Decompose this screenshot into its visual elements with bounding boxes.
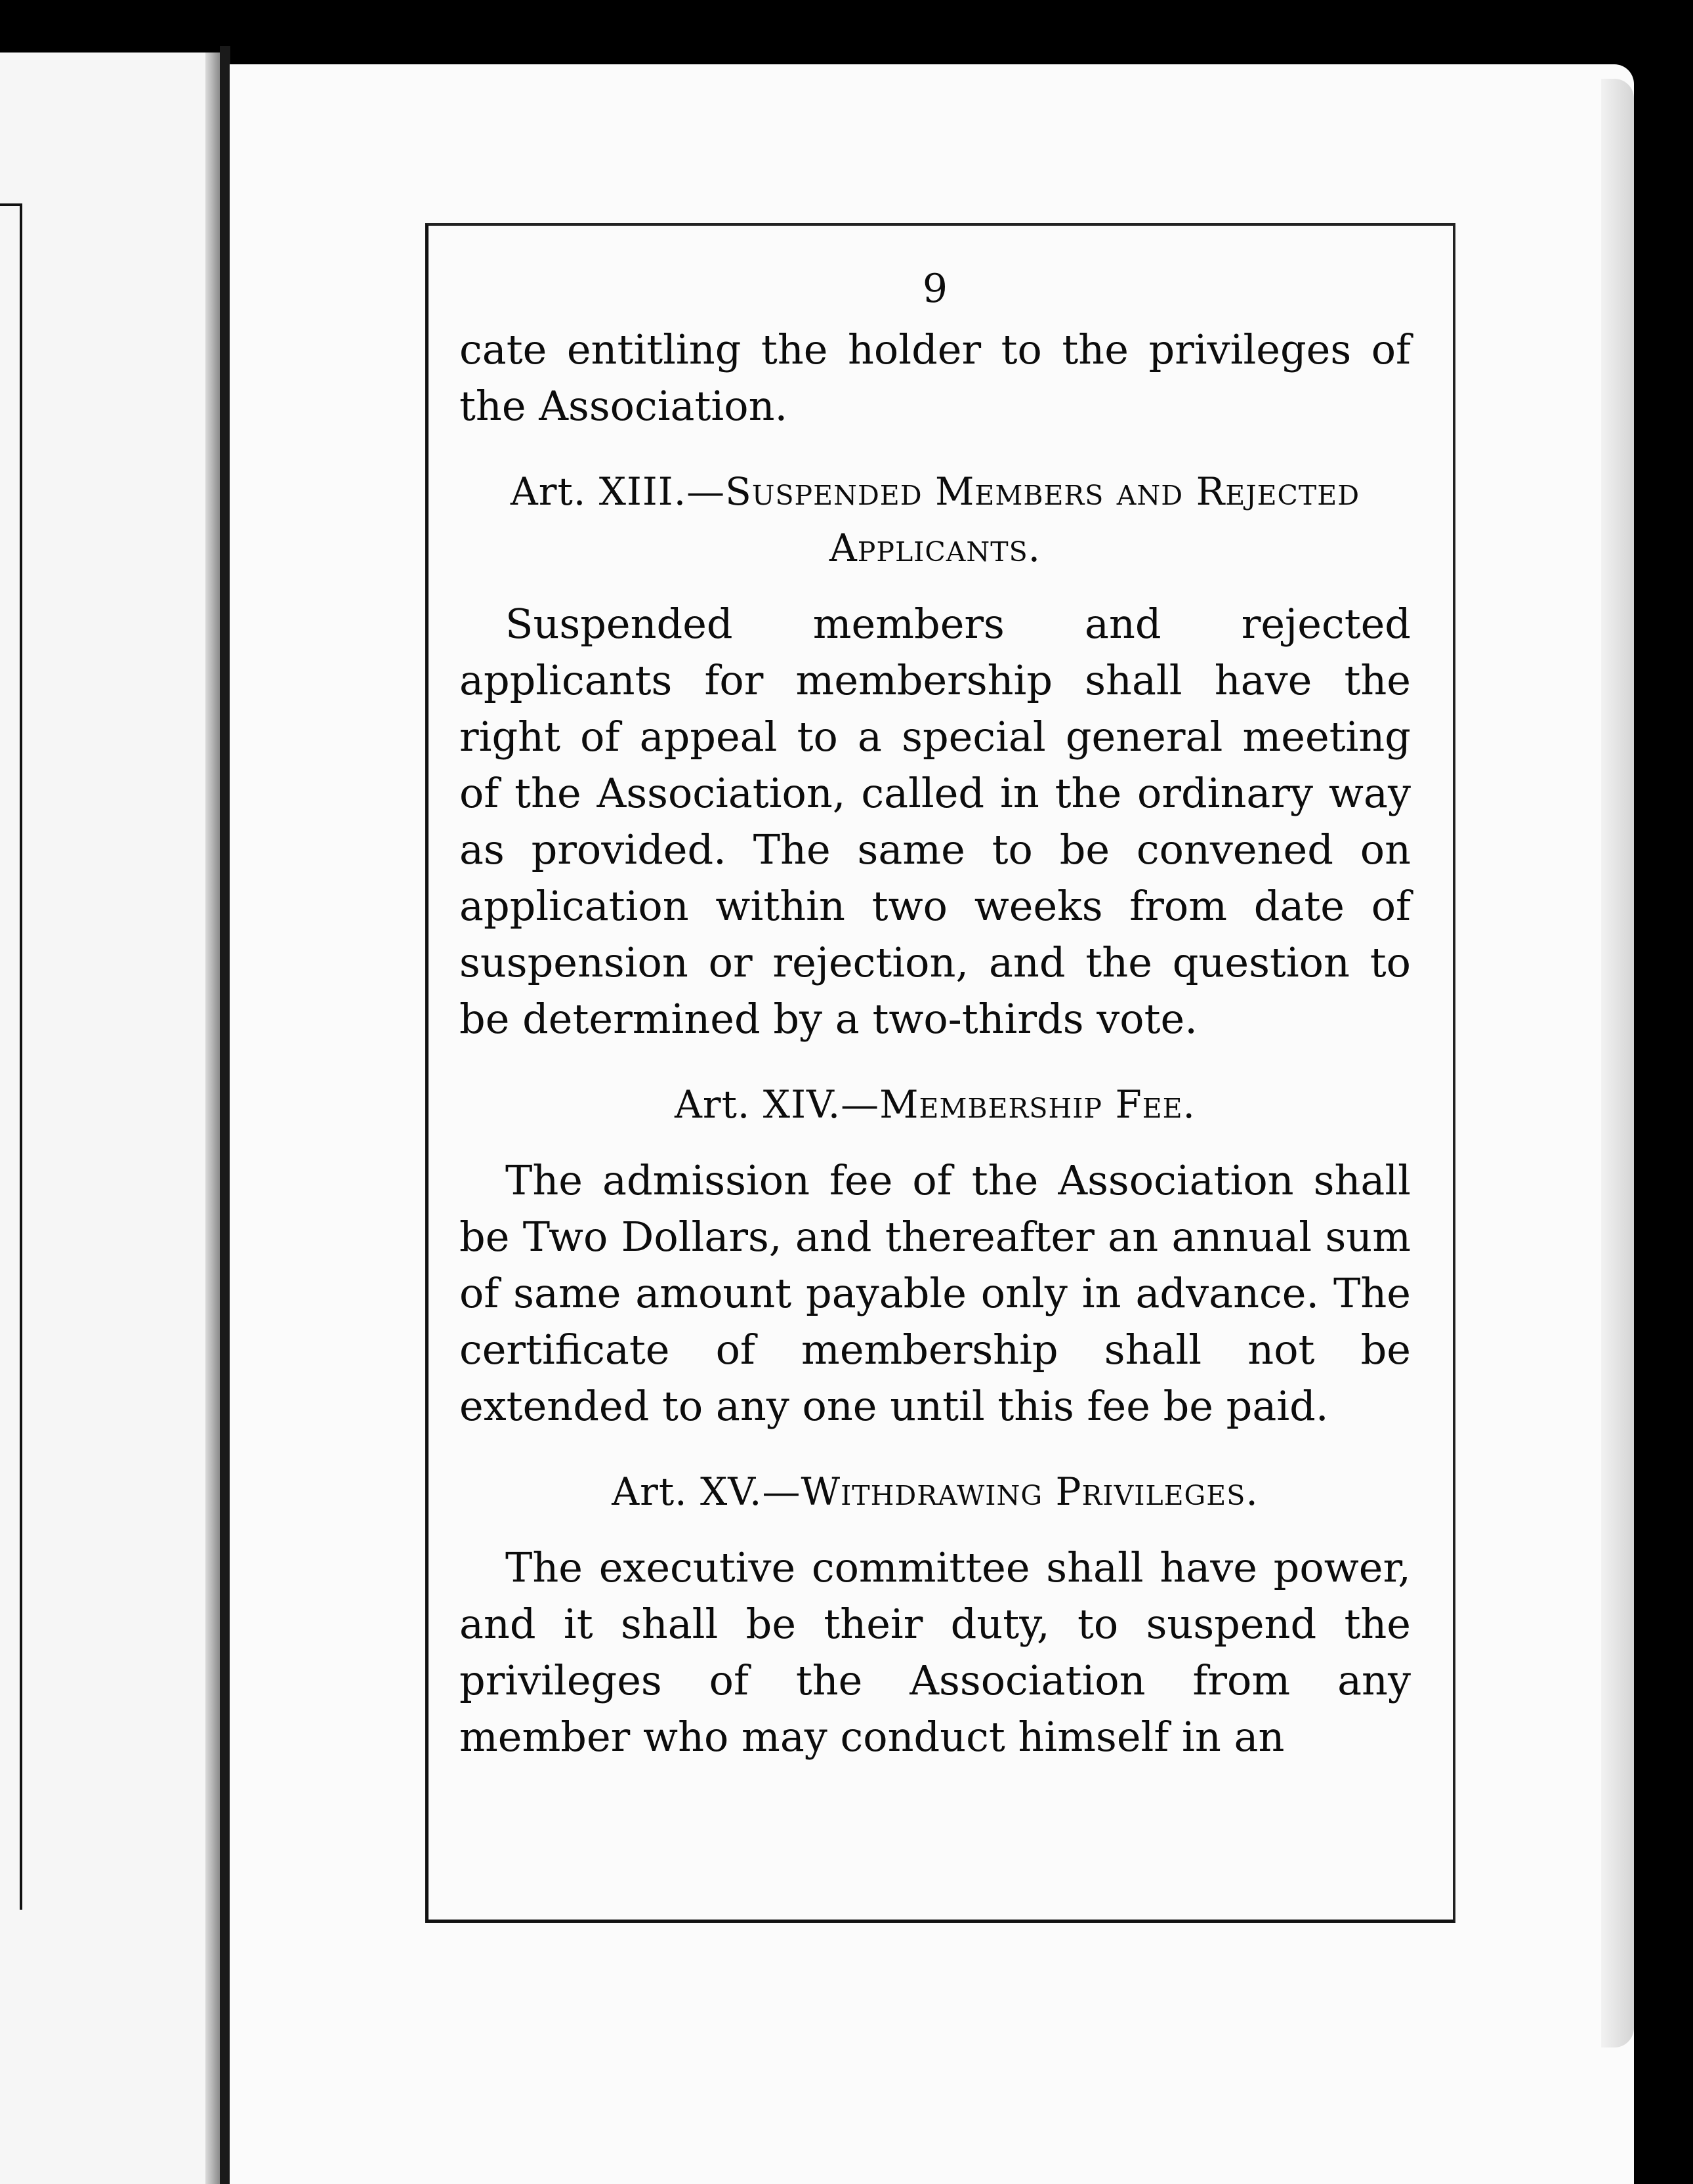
page-number: 9 [922, 266, 948, 312]
article-14-title: Membership Fee. [879, 1082, 1196, 1127]
book-gutter [220, 46, 230, 2184]
article-15-title: Withdrawing Privileges. [801, 1469, 1259, 1514]
page-edge [1601, 79, 1634, 2048]
gutter-shadow [205, 52, 220, 2184]
article-14-number: Art. XIV.— [674, 1082, 880, 1127]
article-13-heading [459, 463, 1411, 576]
article-13-body: Suspended members and rejected applicants for membership shall have the right of appeal to a special general meeting of the Association, called in the ordinary way as provided. The same to be convened on application within two weeks from date of suspension or rejection, and the question to be determined by a two-thirds vote. [459, 600, 1411, 1043]
article-13-title: Suspended Members and Rejected Applicants. [725, 469, 1360, 570]
intro-paragraph: cate entitling the holder to the privileges of the Association. [459, 326, 1411, 430]
facing-page [0, 52, 220, 2184]
facing-page-frame-edge [0, 203, 22, 1910]
article-14-heading [459, 1076, 1411, 1133]
article-15-body: The executive committee shall have power, and it shall be their duty, to suspend the privileges of the Association from any member who may conduct himself in an [459, 1544, 1411, 1761]
article-13-number: Art. XIII.— [510, 469, 726, 514]
article-14-body: The admission fee of the Association shall be Two Dollars, and thereafter an annual sum of same amount payable only in advance. The certificate of membership shall not be extended to any one until this fee be paid. [459, 1156, 1411, 1430]
page-text-block [459, 262, 1411, 1765]
article-15-heading [459, 1463, 1411, 1520]
article-15-number: Art. XV.— [612, 1469, 801, 1514]
